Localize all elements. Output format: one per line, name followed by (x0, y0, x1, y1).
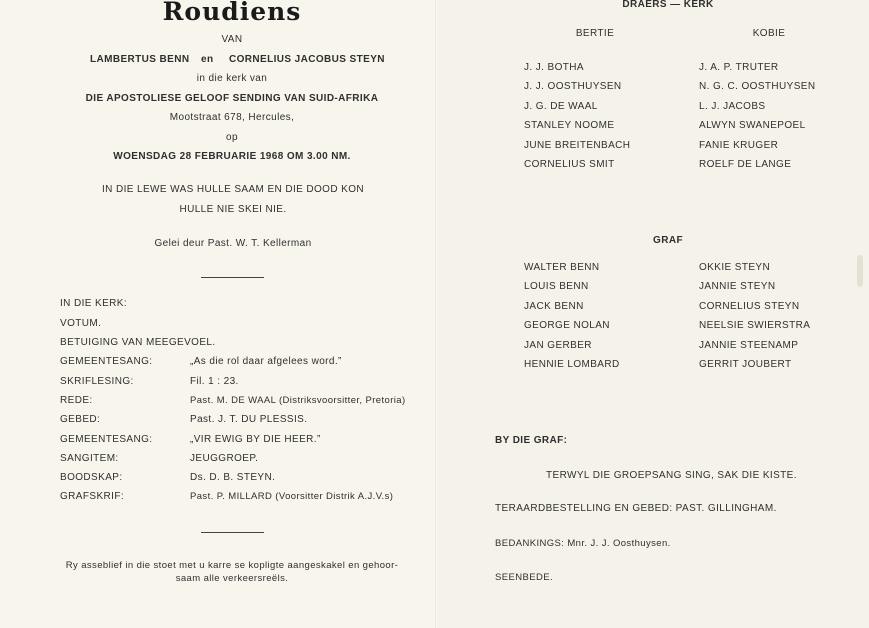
bearer-name: CORNELIUS STEYN (699, 300, 800, 312)
bearer-name: HENNIE LOMBARD (524, 358, 620, 370)
order-label: SANGITEM: (60, 453, 119, 464)
bearer-name: LOUIS BENN (524, 281, 589, 293)
bearer-name: ROELF DE LANGE (699, 158, 792, 170)
seenbede-line: SEENBEDE. (495, 572, 553, 583)
order-label: SKRIFLESING: (60, 376, 134, 387)
kiste-line: TERWYL DIE GROEPSANG SING, SAK DIE KISTE. (546, 470, 797, 481)
bearer-name: JANNIE STEENAMP (699, 339, 799, 351)
bearer-name: JUNE BREITENBACH (524, 139, 631, 151)
kobie-bearers (699, 58, 816, 174)
bearer-name: WALTER BENN (524, 262, 600, 273)
order-label: BOODSKAP: (60, 472, 123, 483)
right-page (437, 0, 869, 628)
bearer-name: JAN GERBER (524, 339, 592, 351)
order-value: Ds. D. B. STEYN. (190, 472, 276, 483)
divider-rule (201, 277, 264, 278)
order-label: REDE: (60, 395, 93, 406)
en-label: en (201, 54, 214, 65)
order-value: „VIR EWIG BY DIE HEER.” (190, 434, 321, 445)
order-value: Past. P. MILLARD (Voorsitter Distrik A.J.V.s) (190, 491, 394, 502)
bertie-heading: BERTIE (575, 28, 615, 39)
draers-heading: DRAERS — KERK (622, 0, 714, 10)
bearer-name: ALWYN SWANEPOEL (699, 120, 806, 132)
second-name: CORNELIUS JACOBUS STEYN (229, 54, 385, 65)
led-by: Gelei deur Past. W. T. Kellerman (154, 238, 312, 249)
bearer-name: CORNELIUS SMIT (524, 158, 615, 170)
first-name: LAMBERTUS BENN (90, 54, 190, 65)
church-name: DIE APOSTOLIESE GELOOF SENDING VAN SUID-AFRIKA (85, 93, 379, 104)
bearer-name: J. J. BOTHA (524, 62, 584, 73)
bearer-name: GEORGE NOLAN (524, 320, 610, 332)
by-die-graf-heading: BY DIE GRAF: (495, 435, 568, 446)
bearer-name: NEELSIE SWIERSTRA (699, 320, 811, 332)
church-intro: in die kerk van (196, 73, 268, 84)
bearer-name: J. A. P. TRUTER (699, 62, 779, 73)
order-label: BETUIGING VAN MEEGEVOEL. (60, 337, 216, 348)
order-value: Past. M. DE WAAL (Distriksvoorsitter, Pretoria) (190, 395, 406, 406)
order-value: Past. J. T. DU PLESSIS. (190, 414, 308, 425)
order-value: JEUGGROEP. (190, 453, 259, 464)
bearer-name: JANNIE STEYN (699, 281, 776, 293)
footer-line-1: Ry asseblief in die stoet met u karre se kopligte aangeskakel en gehoor- (65, 560, 399, 571)
program-title: Roudiens (162, 0, 302, 26)
bearer-name: J. G. DE WAAL (524, 100, 598, 112)
church-address: Mootstraat 678, Hercules, (169, 112, 295, 123)
verse-line-1: IN DIE LEWE WAS HULLE SAAM EN DIE DOOD KON (101, 184, 365, 195)
order-label: GEMEENTESANG: (60, 434, 153, 445)
bearer-name: STANLEY NOOME (524, 120, 615, 132)
order-label: GRAFSKRIF: (60, 491, 125, 502)
order-value: Fil. 1 : 23. (190, 376, 239, 387)
bearer-name: N. G. C. OOSTHUYSEN (699, 81, 816, 93)
bearer-name: OKKIE STEYN (699, 262, 771, 273)
van-label: VAN (221, 34, 243, 45)
bedankings-line: BEDANKINGS: Mnr. J. J. Oosthuysen. (495, 538, 671, 549)
bearer-name: J. J. OOSTHUYSEN (524, 81, 622, 93)
bearer-name: L. J. JACOBS (699, 100, 766, 112)
service-date: WOENSDAG 28 FEBRUARIE 1968 OM 3.00 NM. (113, 151, 351, 162)
bearer-name: JACK BENN (524, 300, 584, 312)
divider-rule (201, 532, 264, 533)
order-label: GEBED: (60, 414, 101, 425)
graf-bearers-right (699, 258, 810, 374)
graf-bearers-left (524, 258, 620, 374)
teraardbestelling-line: TERAARDBESTELLING EN GEBED: PAST. GILLINGHAM. (495, 503, 777, 514)
graf-heading: GRAF (653, 235, 683, 246)
order-label: IN DIE KERK: (60, 298, 128, 309)
verse-line-2: HULLE NIE SKEI NIE. (179, 204, 287, 215)
order-value: „As die rol daar afgelees word.” (190, 356, 342, 367)
kobie-heading: KOBIE (752, 28, 786, 39)
bertie-bearers (524, 58, 630, 174)
op-label: op (226, 132, 238, 143)
paper-stain (857, 255, 863, 287)
bearer-name: GERRIT JOUBERT (699, 358, 792, 370)
footer-line-2: saam alle verkeersreëls. (175, 573, 289, 584)
bearer-name: FANIE KRUGER (699, 139, 779, 151)
order-label: VOTUM. (60, 318, 102, 329)
order-label: GEMEENTESANG: (60, 356, 153, 367)
